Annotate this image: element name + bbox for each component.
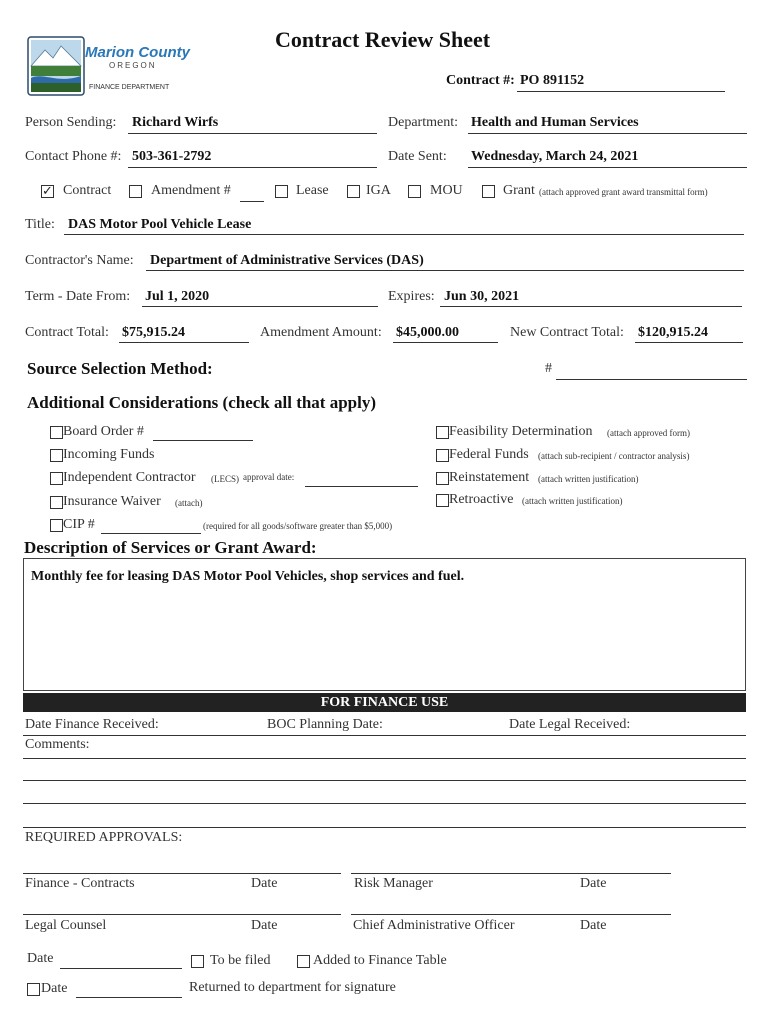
returned-date-checkbox[interactable] [27, 983, 40, 996]
legal-counsel-label: Legal Counsel [25, 918, 107, 933]
title-label: Title: [25, 217, 55, 232]
added-to-finance-table-label: Added to Finance Table [313, 953, 447, 968]
amendment-number-line [240, 201, 264, 202]
finance-row-line [23, 735, 746, 736]
source-number-label: # [545, 361, 552, 376]
title-value[interactable]: DAS Motor Pool Vehicle Lease [68, 217, 252, 232]
contract-number-line [517, 91, 725, 92]
retroactive-checkbox[interactable] [436, 494, 449, 507]
incoming-funds-label: Incoming Funds [63, 447, 155, 462]
contact-phone-line [128, 167, 377, 168]
new-contract-total-line [635, 342, 743, 343]
marion-county-logo [27, 36, 190, 98]
independent-contractor-label: Independent Contractor [63, 470, 196, 485]
returned-date-line[interactable] [76, 997, 182, 998]
expires-label: Expires: [388, 289, 435, 304]
new-contract-total-label: New Contract Total: [510, 325, 624, 340]
description-text: Monthly fee for leasing DAS Motor Pool Vehicles, shop services and fuel. [31, 569, 465, 584]
comments-label: Comments: [25, 737, 90, 752]
comments-line-2[interactable] [23, 780, 746, 781]
footer-date-label: Date [27, 951, 54, 966]
legal-counsel-signature-line[interactable] [23, 914, 341, 915]
page-title: Contract Review Sheet [275, 27, 491, 52]
cip-checkbox[interactable] [50, 519, 63, 532]
department-label: Department: [388, 115, 458, 130]
comments-line-1[interactable] [23, 758, 746, 759]
amendment-type-label: Amendment # [151, 183, 231, 198]
date-finance-received-label: Date Finance Received: [25, 717, 159, 732]
term-from-label: Term - Date From: [25, 289, 131, 304]
contract-total-line [119, 342, 249, 343]
comments-line-4[interactable] [23, 827, 746, 828]
to-be-filed-label: To be filed [210, 953, 271, 968]
boc-planning-date-label: BOC Planning Date: [267, 717, 383, 732]
cao-label: Chief Administrative Officer [353, 918, 515, 933]
cao-signature-line[interactable] [351, 914, 671, 915]
risk-manager-label: Risk Manager [354, 876, 433, 891]
amendment-amount-line [393, 342, 498, 343]
logo-title: Marion County [85, 44, 190, 61]
federal-funds-note: (attach sub-recipient / contractor analysis) [538, 451, 690, 461]
added-to-finance-table-checkbox[interactable] [297, 955, 310, 968]
cip-note: (required for all goods/software greater than $5,000) [203, 521, 393, 531]
date-sent-label: Date Sent: [388, 149, 447, 164]
contract-total-value[interactable]: $75,915.24 [122, 325, 185, 340]
returned-label: Returned to department for signature [189, 980, 396, 995]
contract-number-value: PO 891152 [520, 73, 585, 88]
returned-date-label: Date [41, 981, 68, 996]
source-selection-heading: Source Selection Method: [27, 359, 213, 378]
to-be-filed-checkbox[interactable] [191, 955, 204, 968]
finance-contracts-label: Finance - Contracts [25, 876, 135, 891]
lease-type-label: Lease [296, 183, 329, 198]
contract-total-label: Contract Total: [25, 325, 109, 340]
contact-phone-label: Contact Phone #: [25, 149, 122, 164]
approval-date-label: approval date: [243, 472, 295, 482]
iga-checkbox[interactable] [347, 185, 360, 198]
mou-checkbox[interactable] [408, 185, 421, 198]
contract-type-label: Contract [63, 183, 112, 198]
cip-label: CIP # [63, 517, 95, 532]
logo-subtitle: OREGON [109, 61, 157, 70]
person-sending-label: Person Sending: [25, 115, 117, 130]
grant-checkbox[interactable] [482, 185, 495, 198]
logo-department: FINANCE DEPARTMENT [89, 84, 170, 91]
feasibility-label: Feasibility Determination [449, 424, 593, 439]
considerations-heading: Additional Considerations (check all that apply) [27, 393, 377, 412]
federal-funds-checkbox[interactable] [436, 449, 449, 462]
mou-type-label: MOU [430, 183, 463, 198]
department-line [468, 133, 747, 134]
risk-manager-signature-line[interactable] [351, 873, 671, 874]
date-sent-line [468, 167, 747, 168]
grant-type-label: Grant [503, 183, 535, 198]
contact-phone-value[interactable]: 503-361-2792 [132, 149, 212, 164]
finance-contracts-date-label: Date [251, 876, 278, 891]
contract-checkbox[interactable] [41, 185, 54, 198]
required-approvals-heading: REQUIRED APPROVALS: [25, 830, 183, 845]
person-sending-line [128, 133, 377, 134]
new-contract-total-value[interactable]: $120,915.24 [638, 325, 708, 340]
date-legal-received-label: Date Legal Received: [509, 717, 631, 732]
retroactive-label: Retroactive [449, 492, 514, 507]
insurance-waiver-checkbox[interactable] [50, 496, 63, 509]
amendment-amount-label: Amendment Amount: [260, 325, 382, 340]
federal-funds-label: Federal Funds [449, 447, 529, 462]
risk-manager-date-label: Date [580, 876, 607, 891]
department-value[interactable]: Health and Human Services [471, 115, 639, 130]
contractor-name-label: Contractor's Name: [25, 253, 134, 268]
title-line [64, 234, 744, 235]
expires-line [440, 306, 742, 307]
term-from-line [142, 306, 378, 307]
term-from-value[interactable]: Jul 1, 2020 [145, 289, 210, 304]
comments-line-3[interactable] [23, 803, 746, 804]
board-order-label: Board Order # [63, 424, 144, 439]
finance-banner-text: FOR FINANCE USE [320, 695, 449, 710]
source-number-line[interactable] [556, 379, 747, 380]
insurance-waiver-label: Insurance Waiver [63, 494, 161, 509]
contractor-name-value[interactable]: Department of Administrative Services (DAS) [150, 253, 424, 268]
approval-date-line[interactable] [305, 486, 418, 487]
reinstatement-checkbox[interactable] [436, 472, 449, 485]
grant-note: (attach approved grant award transmittal form) [539, 187, 708, 197]
amendment-amount-value[interactable]: $45,000.00 [396, 325, 459, 340]
lease-checkbox[interactable] [275, 185, 288, 198]
cao-date-label: Date [580, 918, 607, 933]
date-sent-value[interactable]: Wednesday, March 24, 2021 [471, 149, 639, 164]
person-sending-value[interactable]: Richard Wirfs [132, 115, 219, 130]
incoming-funds-checkbox[interactable] [50, 449, 63, 462]
independent-contractor-checkbox[interactable] [50, 472, 63, 485]
finance-banner [23, 693, 746, 712]
amendment-checkbox[interactable] [129, 185, 142, 198]
feasibility-checkbox[interactable] [436, 426, 449, 439]
insurance-waiver-note: (attach) [175, 498, 203, 508]
reinstatement-note: (attach written justification) [538, 474, 639, 484]
retroactive-note: (attach written justification) [522, 496, 623, 506]
board-order-line[interactable] [153, 440, 253, 441]
contract-number-label: Contract #: [446, 73, 515, 88]
legal-counsel-date-label: Date [251, 918, 278, 933]
feasibility-note: (attach approved form) [607, 428, 690, 438]
checkmark-icon: ✓ [42, 184, 53, 199]
iga-type-label: IGA [366, 183, 391, 198]
contractor-name-line [146, 270, 744, 271]
independent-contractor-note: (LECS) [211, 474, 239, 484]
finance-contracts-signature-line[interactable] [23, 873, 341, 874]
description-heading: Description of Services or Grant Award: [24, 538, 317, 557]
footer-date-line[interactable] [60, 968, 182, 969]
reinstatement-label: Reinstatement [449, 470, 530, 485]
expires-value[interactable]: Jun 30, 2021 [444, 289, 520, 304]
cip-line[interactable] [101, 533, 201, 534]
board-order-checkbox[interactable] [50, 426, 63, 439]
description-box[interactable] [23, 558, 746, 691]
